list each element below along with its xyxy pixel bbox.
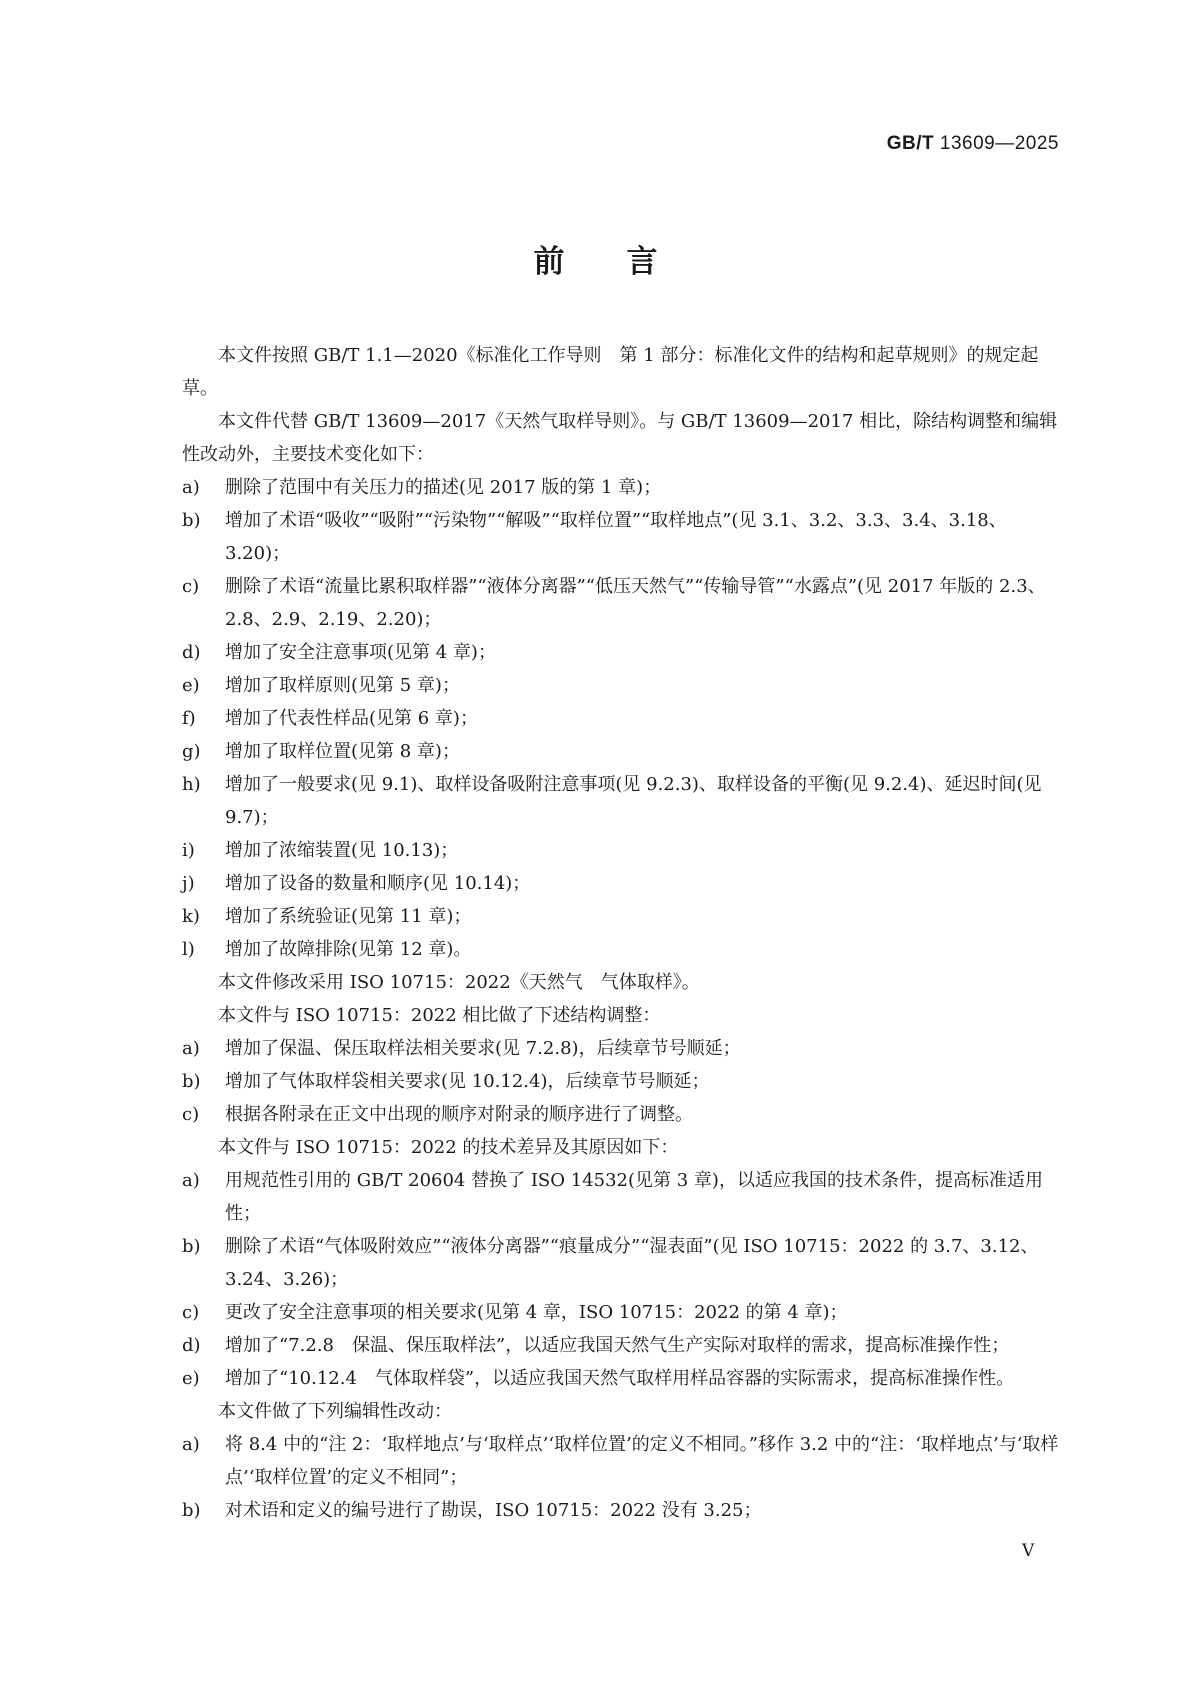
list-item-text: 增加了保温、保压取样法相关要求(见 7.2.8)，后续章节号顺延； <box>225 1038 741 1059</box>
list-item-label: l) <box>182 939 195 960</box>
standard-code-prefix: GB/T <box>886 133 935 154</box>
standard-code <box>887 133 1059 155</box>
list-item-label: h) <box>182 774 201 795</box>
foreword-body <box>182 339 1060 1527</box>
list-item-label: b) <box>182 1236 201 1257</box>
list-item-text: 增加了取样原则(见第 5 章)； <box>225 675 460 696</box>
paragraph: 本文件与 ISO 10715：2022 相比做了下述结构调整： <box>218 1005 661 1026</box>
list-item-text: 增加了浓缩装置(见 10.13)； <box>225 840 459 861</box>
page-title-char-2: 言 <box>626 244 658 280</box>
list-item <box>182 702 1060 735</box>
list-item-label: b) <box>182 510 201 531</box>
list-item <box>182 867 1060 900</box>
list-item-text: 将 8.4 中的“注 2：‘取样地点’与‘取样点’‘取样位置’的定义不相同。”移作 3.2 中的“注：‘取样地点’与‘取样点’‘取样位置’的定义不相同”； <box>225 1434 1059 1488</box>
list-item-text: 增加了气体取样袋相关要求(见 10.12.4)，后续章节号顺延； <box>225 1071 710 1092</box>
page-title <box>0 236 1191 281</box>
list-item-label: e) <box>182 1368 200 1389</box>
paragraph: 本文件做了下列编辑性改动： <box>218 1401 452 1422</box>
list-item-text: 增加了取样位置(见第 8 章)； <box>225 741 460 762</box>
list-item-text: 删除了术语“流量比累积取样器”“液体分离器”“低压天然气”“传输导管”“水露点”(见 2017 年版的 2.3、2.8、2.9、2.19、2.20)； <box>225 576 1046 630</box>
list-item <box>182 1428 1060 1494</box>
list-item-text: 增加了“7.2.8 保温、保压取样法”，以适应我国天然气生产实际对取样的需求，提高标准操作性； <box>225 1335 1010 1356</box>
list-item <box>182 504 1060 570</box>
list-item-label: c) <box>182 1302 200 1323</box>
list-item-text: 增加了一般要求(见 9.1)、取样设备吸附注意事项(见 9.2.3)、取样设备的平衡(见 9.2.4)、延迟时间(见 9.7)； <box>225 774 1042 828</box>
list-item-label: k) <box>182 906 200 927</box>
list-item <box>182 735 1060 768</box>
list-item-label: g) <box>182 741 201 762</box>
list-item-text: 用规范性引用的 GB/T 20604 替换了 ISO 14532(见第 3 章)，以适应我国的技术条件，提高标准适用性； <box>225 1170 1043 1224</box>
list-item <box>182 1098 1060 1131</box>
list-item-label: a) <box>182 1434 200 1455</box>
list-item <box>182 768 1060 834</box>
list-item-text: 增加了故障排除(见第 12 章)。 <box>225 939 472 960</box>
list-item-label: b) <box>182 1071 201 1092</box>
list-item <box>182 1296 1060 1329</box>
list-item-text: 更改了安全注意事项的相关要求(见第 4 章，ISO 10715：2022 的第 4 章)； <box>225 1302 848 1323</box>
list-item <box>182 1230 1060 1296</box>
list-item <box>182 834 1060 867</box>
paragraph: 本文件与 ISO 10715：2022 的技术差异及其原因如下： <box>218 1137 679 1158</box>
list-item-text: 增加了术语“吸收”“吸附”“污染物”“解吸”“取样位置”“取样地点”(见 3.1、3.2、3.3、3.4、3.18、3.20)； <box>225 510 1007 564</box>
list-item-label: a) <box>182 1038 200 1059</box>
list-item <box>182 1362 1060 1395</box>
list-item-label: d) <box>182 1335 201 1356</box>
list-item <box>182 1494 1060 1527</box>
list-item-text: 增加了安全注意事项(见第 4 章)； <box>225 642 496 663</box>
list-item <box>182 933 1060 966</box>
list-item-label: c) <box>182 576 200 597</box>
page-number: V <box>1022 1541 1035 1561</box>
list-item-label: d) <box>182 642 201 663</box>
list-item-text: 删除了范围中有关压力的描述(见 2017 版的第 1 章)； <box>225 477 662 498</box>
list-item-text: 增加了“10.12.4 气体取样袋”，以适应我国天然气取样用样品容器的实际需求，提高标准操作性。 <box>225 1368 1015 1389</box>
list-item-label: f) <box>182 708 196 729</box>
paragraph: 本文件修改采用 ISO 10715：2022《天然气 气体取样》。 <box>218 972 700 993</box>
page-title-char-1: 前 <box>533 244 565 280</box>
list-item-label: a) <box>182 477 200 498</box>
list-item <box>182 1032 1060 1065</box>
list-item-text: 增加了设备的数量和顺序(见 10.14)； <box>225 873 531 894</box>
list-item <box>182 1065 1060 1098</box>
paragraph: 本文件按照 GB/T 1.1—2020《标准化工作导则 第 1 部分：标准化文件的结构和起草规则》的规定起草。 <box>182 345 1039 399</box>
standard-code-number: 13609—2025 <box>939 133 1059 154</box>
list-item <box>182 570 1060 636</box>
list-item-text: 删除了术语“气体吸附效应”“液体分离器”“痕量成分”“湿表面”(见 ISO 10715：2022 的 3.7、3.12、3.24、3.26)； <box>225 1236 1039 1290</box>
list-item <box>182 636 1060 669</box>
list-item-label: j) <box>182 873 195 894</box>
paragraph: 本文件代替 GB/T 13609—2017《天然气取样导则》。与 GB/T 13609—2017 相比，除结构调整和编辑性改动外，主要技术变化如下： <box>182 411 1058 465</box>
list-item <box>182 1329 1060 1362</box>
list-item-label: a) <box>182 1170 200 1191</box>
list-item <box>182 471 1060 504</box>
list-item-label: i) <box>182 840 195 861</box>
list-item-label: c) <box>182 1104 200 1125</box>
list-item-label: b) <box>182 1500 201 1521</box>
list-item-text: 对术语和定义的编号进行了勘误，ISO 10715：2022 没有 3.25； <box>225 1500 762 1521</box>
list-item <box>182 669 1060 702</box>
list-item <box>182 1164 1060 1230</box>
list-item <box>182 900 1060 933</box>
list-item-text: 根据各附录在正文中出现的顺序对附录的顺序进行了调整。 <box>225 1104 693 1125</box>
list-item-label: e) <box>182 675 200 696</box>
list-item-text: 增加了系统验证(见第 11 章)； <box>225 906 472 927</box>
list-item-text: 增加了代表性样品(见第 6 章)； <box>225 708 478 729</box>
